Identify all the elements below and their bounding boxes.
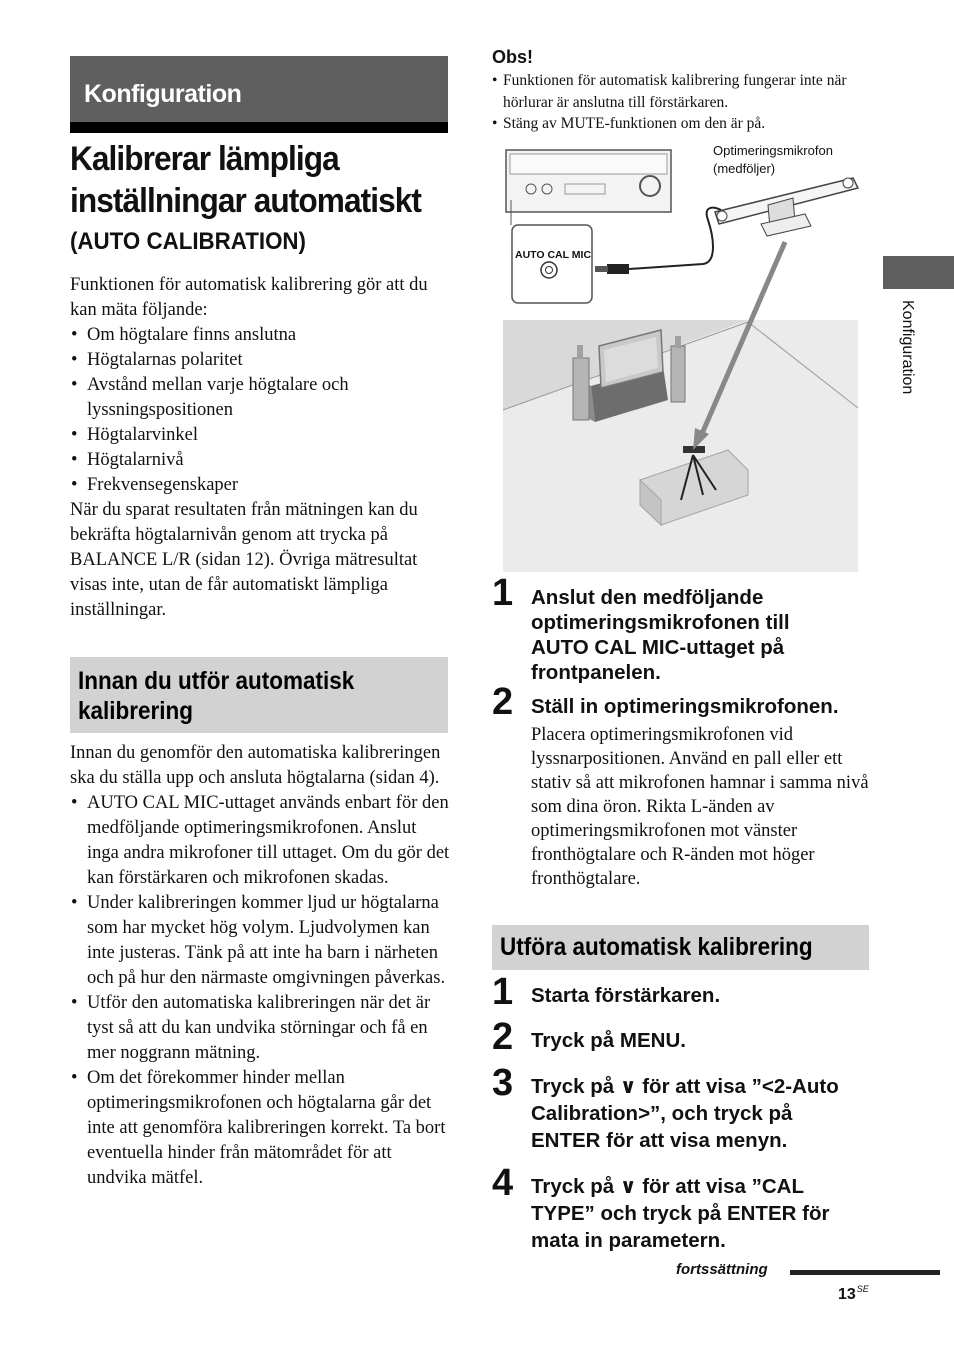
page-title-line-2: inställningar automatiskt bbox=[70, 182, 421, 220]
mic-label-line-2: (medföljer) bbox=[713, 161, 776, 176]
intro-closing: När du sparat resultaten från mätningen kan du bekräfta högtalarnivån genom att trycka på BALANCE L/R (sidan 12). Övriga mätresultat visas inte, utan de får automatiskt lämpliga inställningar. bbox=[70, 500, 418, 620]
step-text bbox=[531, 1028, 686, 1053]
page-number-value: 13 bbox=[838, 1286, 856, 1303]
step-line: optimeringsmikrofonen till bbox=[531, 611, 790, 634]
step-line: ENTER för att visa menyn. bbox=[531, 1129, 788, 1152]
step-line: Calibration>”, och tryck på bbox=[531, 1102, 793, 1125]
section-label: Konfiguration bbox=[84, 80, 242, 108]
step-description: Placera optimeringsmikrofonen vid lyssnarpositionen. Använd en pall eller ett stativ så att mikrofonen hamnar i samma nivå som dina öron. Rikta L-änden av optimeringsmikrofonen mot vänster fronthögtalare och R-änden mot höger fronthögtalare. bbox=[531, 725, 869, 889]
step-line: Starta förstärkaren. bbox=[531, 984, 721, 1007]
notes-list bbox=[492, 70, 872, 135]
mic-label-line-1: Optimeringsmikrofon bbox=[713, 143, 833, 158]
step-line: Ställ in optimeringsmikrofonen. bbox=[531, 695, 839, 718]
intro-section bbox=[70, 273, 450, 623]
list-item: • Stäng av MUTE-funktionen om den är på. bbox=[492, 113, 872, 135]
step-text bbox=[531, 983, 720, 1008]
list-item: • Avstånd mellan varje högtalare och lyssningspositionen bbox=[70, 373, 450, 423]
step-number: 1 bbox=[492, 572, 514, 614]
jack-label: AUTO CAL MIC bbox=[515, 249, 592, 261]
intro-lead: Funktionen för automatisk kalibrering gör att du kan mäta följande: bbox=[70, 275, 428, 320]
side-tab bbox=[883, 256, 954, 289]
before-heading-line-1: Innan du utför automatisk bbox=[78, 667, 355, 695]
side-tab-label-text: Konfiguration bbox=[899, 300, 916, 395]
setup-illustration bbox=[503, 140, 873, 574]
perform-heading bbox=[492, 925, 869, 970]
section-banner bbox=[70, 56, 448, 133]
list-item: • Under kalibreringen kommer ljud ur högtalarna som har mycket hög volym. Ljudvolymen kan inte justeras. Tänk på att inte ha barn i närheten och på hur den närmaste omgivningen påverkas. bbox=[70, 891, 450, 991]
amplifier bbox=[506, 150, 671, 212]
before-heading-line-2: kalibrering bbox=[78, 697, 194, 725]
step-text bbox=[531, 694, 839, 719]
step-line: mata in parametern. bbox=[531, 1229, 726, 1252]
room-scene bbox=[503, 320, 858, 572]
list-item: • Högtalarvinkel bbox=[70, 423, 450, 448]
step-number: 2 bbox=[492, 1016, 514, 1058]
list-item: • Högtalarnas polaritet bbox=[70, 348, 450, 373]
jack-callout bbox=[511, 200, 592, 303]
list-item: • Funktionen för automatisk kalibrering fungerar inte när hörlurar är anslutna till förstärkaren. bbox=[492, 70, 872, 113]
list-item: • Frekvensegenskaper bbox=[70, 473, 450, 498]
page-subtitle: (AUTO CALIBRATION) bbox=[70, 228, 306, 255]
continued-label: fortssättning bbox=[676, 1261, 768, 1278]
notes-title: Obs! bbox=[492, 47, 534, 67]
step-line: TYPE” och tryck på ENTER för bbox=[531, 1202, 830, 1225]
step-number: 4 bbox=[492, 1162, 514, 1204]
before-heading bbox=[70, 657, 448, 733]
step-line: frontpanelen. bbox=[531, 661, 661, 684]
step-text bbox=[531, 585, 790, 685]
page-number bbox=[838, 1284, 869, 1304]
step-line: Anslut den medföljande bbox=[531, 586, 764, 609]
step-number: 2 bbox=[492, 681, 514, 723]
side-tab-label bbox=[896, 300, 916, 440]
step-line: AUTO CAL MIC-uttaget på bbox=[531, 636, 785, 659]
step-number: 1 bbox=[492, 971, 514, 1013]
continued-bar bbox=[790, 1270, 940, 1275]
page-title-line-1: Kalibrerar lämpliga bbox=[70, 140, 339, 178]
optimizing-microphone bbox=[715, 178, 858, 236]
page-number-suffix: SE bbox=[856, 1284, 869, 1294]
step-line: Tryck på ∨ för att visa ”CAL bbox=[531, 1175, 804, 1198]
page-title bbox=[70, 138, 442, 222]
step-line: Tryck på ∨ för att visa ”<2-Auto bbox=[531, 1075, 839, 1098]
before-list bbox=[70, 791, 450, 1191]
before-section bbox=[70, 741, 450, 1191]
perform-heading-text: Utföra automatisk kalibrering bbox=[500, 933, 813, 961]
step-number: 3 bbox=[492, 1062, 514, 1104]
list-item: • AUTO CAL MIC-uttaget används enbart för den medföljande optimeringsmikrofonen. Anslut inga andra mikrofoner till uttaget. Om du gör det kan förstärkaren och mikrofonen skadas. bbox=[70, 791, 450, 891]
list-item: • Utför den automatiska kalibreringen när det är tyst så att du kan undvika störningar och få en mer noggrann mätning. bbox=[70, 991, 450, 1066]
list-item: • Om det förekommer hinder mellan optimeringsmikrofonen och högtalarna går det inte att genomföra kalibreringen korrekt. Ta bort eventuella hinder från mätområdet för att undvika mätfel. bbox=[70, 1066, 450, 1191]
before-lead: Innan du genomför den automatiska kalibreringen ska du ställa upp och ansluta högtalarna (sidan 4). bbox=[70, 743, 441, 788]
list-item: • Om högtalare finns anslutna bbox=[70, 323, 450, 348]
step-text bbox=[531, 1073, 839, 1154]
step-text bbox=[531, 1173, 829, 1254]
step-line: Tryck på MENU. bbox=[531, 1029, 686, 1052]
intro-list bbox=[70, 323, 450, 498]
list-item: • Högtalarnivå bbox=[70, 448, 450, 473]
cable bbox=[595, 208, 721, 274]
